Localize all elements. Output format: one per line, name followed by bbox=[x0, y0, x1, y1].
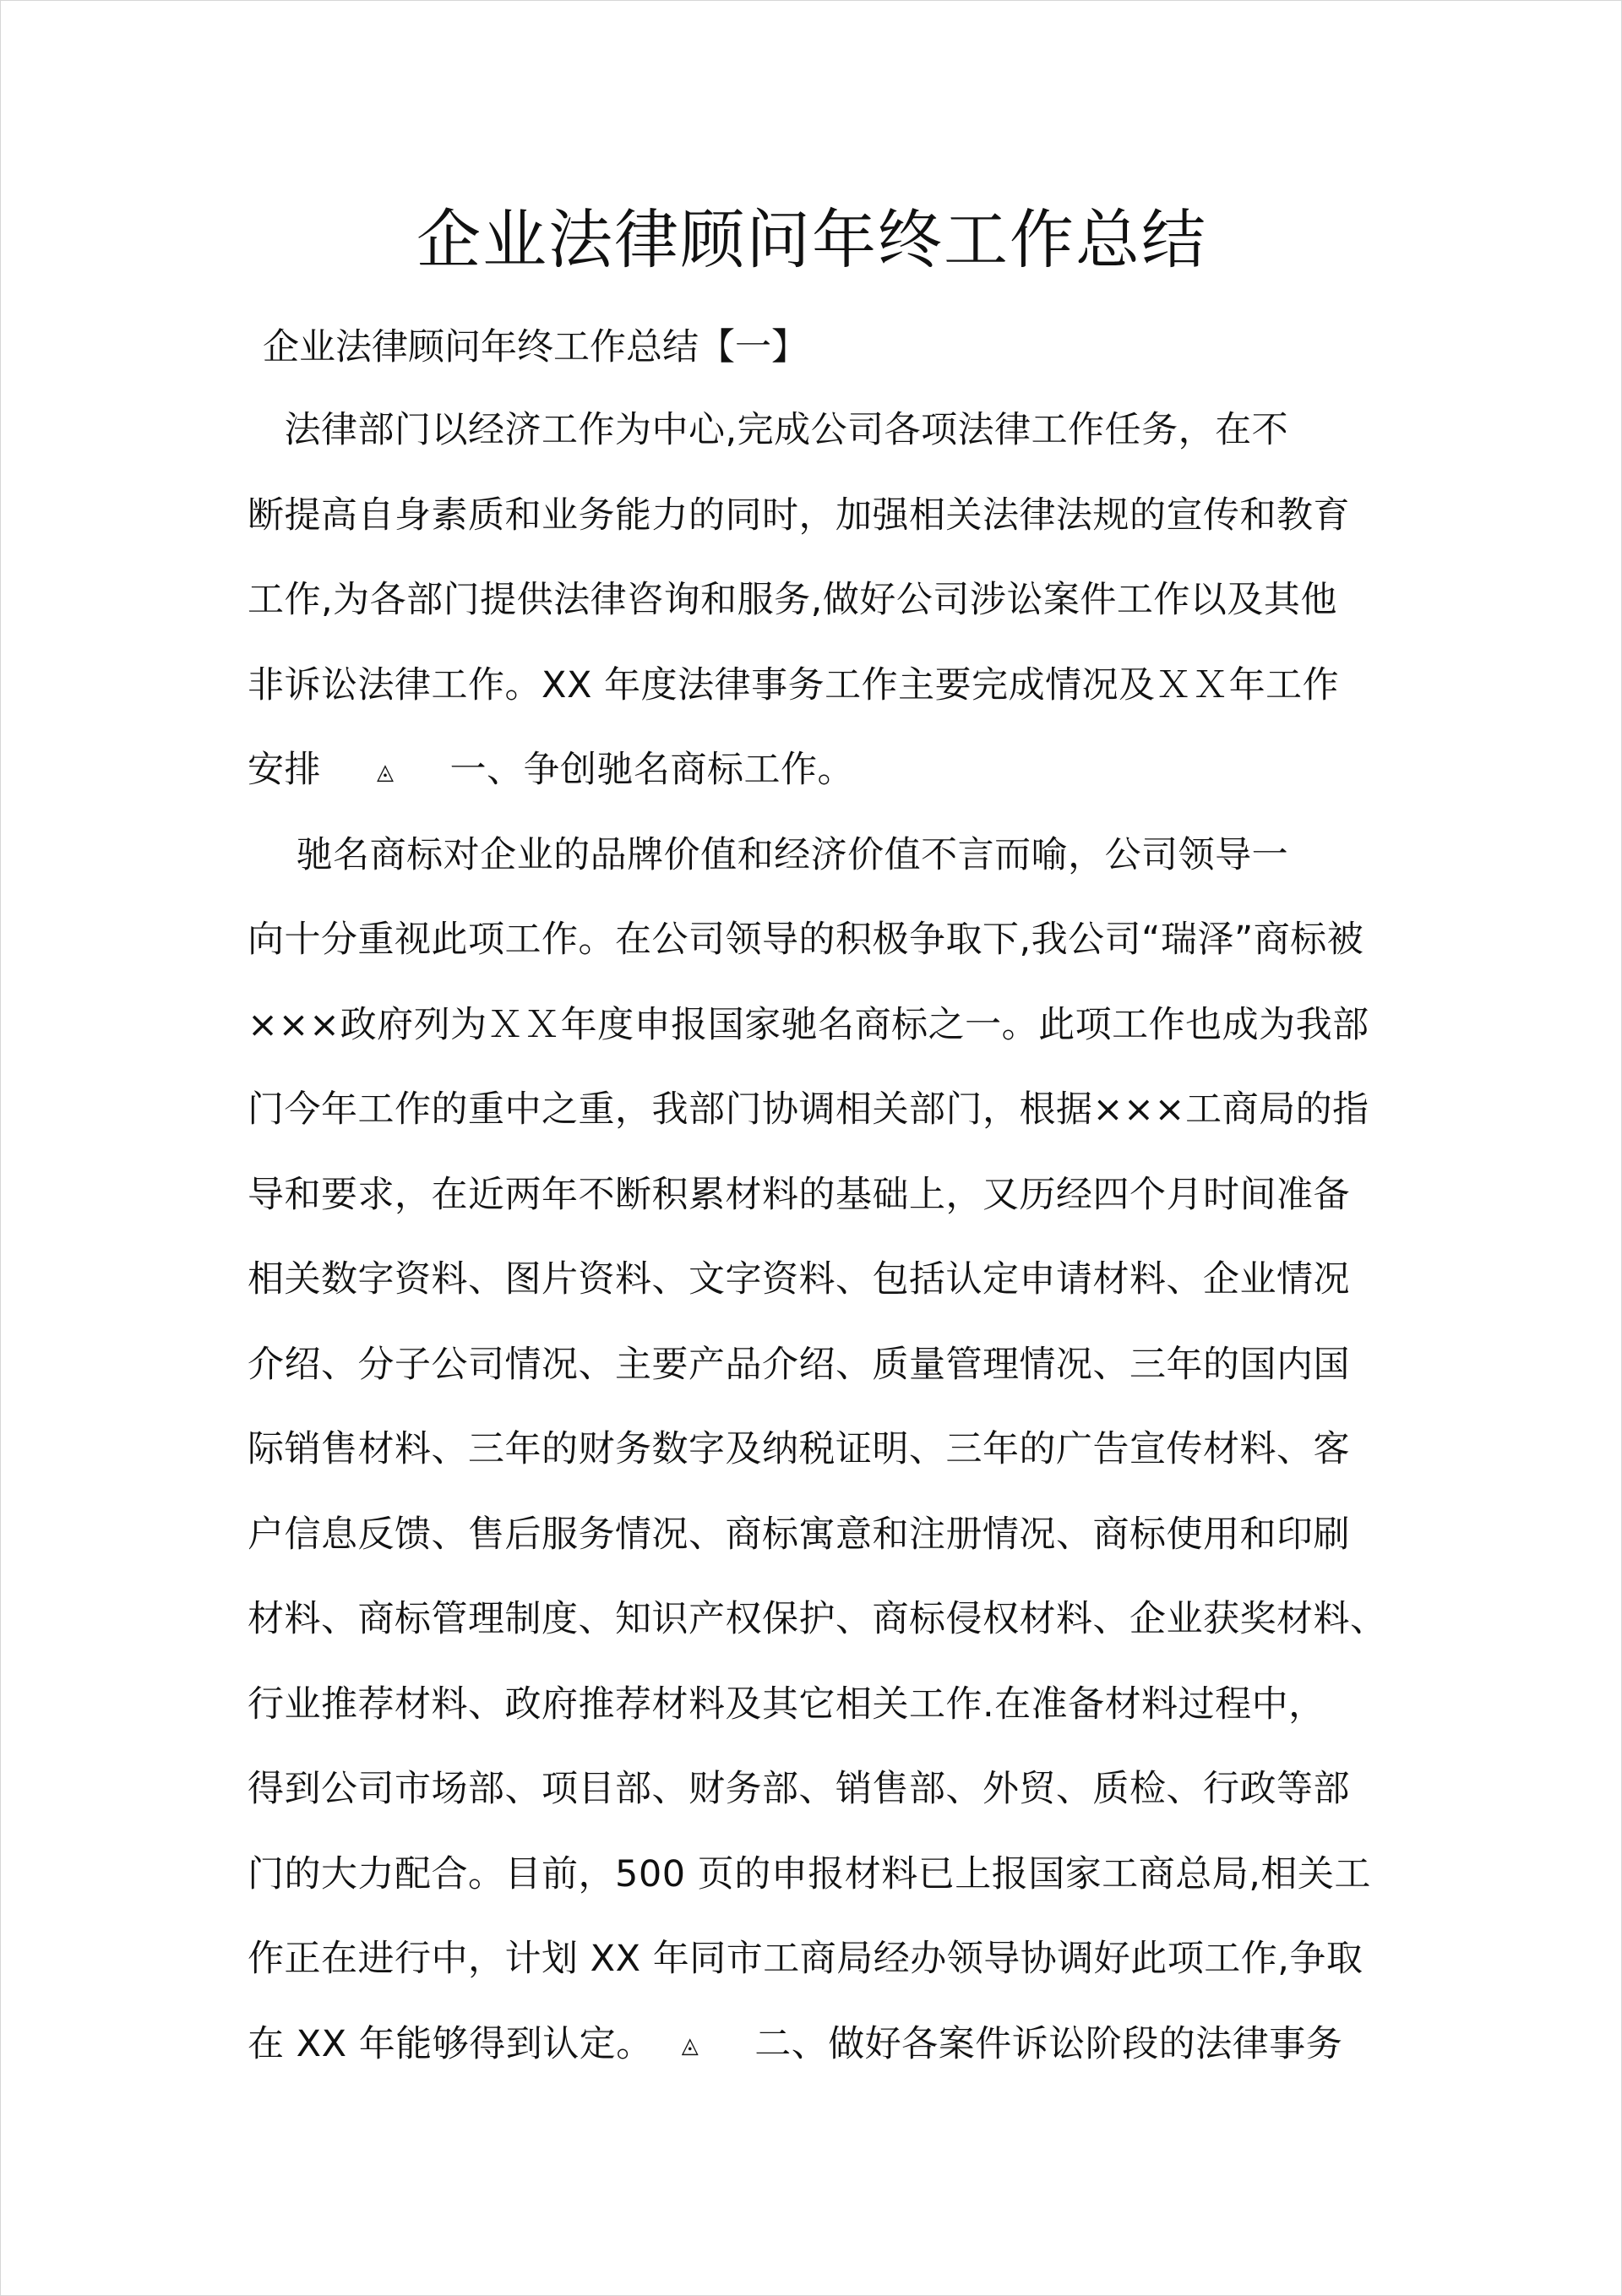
text-line: 作正在进行中，计划 XX 年同市工商局经办领导协调好此项工作,争取 bbox=[248, 1938, 1363, 1980]
text-line: 介绍、分子公司情况、主要产品介绍、质量管理情况、三年的国内国 bbox=[248, 1343, 1350, 1386]
section-heading-1: 一、争创驰名商标工作。 bbox=[449, 749, 854, 791]
text-line-with-heading bbox=[248, 744, 1380, 830]
text-line: 际销售材料、三年的财务数字及纳税证明、三年的广告宣传材料、客 bbox=[248, 1428, 1350, 1470]
bullet-mark-icon: ◬ bbox=[377, 759, 395, 785]
text-line-with-heading bbox=[248, 2019, 1380, 2104]
text-line-start: 安排 bbox=[248, 749, 321, 791]
text-line-start: 在 XX 年能够得到认定。 bbox=[248, 2022, 653, 2065]
bullet-mark-icon: ◬ bbox=[681, 2033, 699, 2059]
document-title: 企业法律顾问年终工作总结 bbox=[416, 202, 1207, 277]
text-line: 门的大力配合。目前，500 页的申报材料已上报国家工商总局,相关工 bbox=[248, 1852, 1371, 1895]
text-line: 非诉讼法律工作。XX 年度法律事务工作主要完成情况及ＸＸ年工作 bbox=[248, 663, 1340, 706]
text-line: 户信息反馈、售后服务情况、商标寓意和注册情况、商标使用和印刷 bbox=[248, 1513, 1350, 1556]
text-line: 门今年工作的重中之重，我部门协调相关部门，根据×××工商局的指 bbox=[248, 1088, 1369, 1131]
text-line: 驰名商标对企业的品牌价值和经济价值不言而喻，公司领导一 bbox=[248, 833, 1289, 876]
text-line: 法律部门以经济工作为中心,完成公司各项法律工作任务，在不 bbox=[248, 409, 1289, 451]
text-line: 材料、商标管理制度、知识产权保护、商标侵权材料、企业获奖材料、 bbox=[248, 1598, 1387, 1640]
section-heading-2: 二、做好各案件诉讼阶段的法律事务 bbox=[754, 2022, 1343, 2065]
text-line: ×××政府列为ＸＸ年度申报国家驰名商标之一。此项工作也成为我部 bbox=[248, 1003, 1369, 1046]
text-line: 导和要求，在近两年不断积累材料的基础上，又历经四个月时间准备 bbox=[248, 1173, 1350, 1216]
text-line: 相关数字资料、图片资料、文字资料、包括认定申请材料、企业情况 bbox=[248, 1258, 1350, 1301]
text-line: 得到公司市场部、项目部、财务部、销售部、外贸、质检、行政等部 bbox=[248, 1768, 1350, 1810]
document-body bbox=[248, 405, 1387, 2103]
text-line: 工作,为各部门提供法律咨询和服务,做好公司涉讼案件工作以及其他 bbox=[248, 579, 1337, 621]
text-line: 行业推荐材料、政府推荐材料及其它相关工作.在准备材料过程中， bbox=[248, 1682, 1325, 1726]
text-line: 向十分重视此项工作。在公司领导的积极争取下,我公司“瑞泽”商标被 bbox=[248, 919, 1364, 961]
document-subtitle: 企业法律顾问年终工作总结【一】 bbox=[263, 326, 808, 368]
text-line: 断提高自身素质和业务能力的同时，加强相关法律法规的宣传和教育 bbox=[248, 494, 1350, 537]
